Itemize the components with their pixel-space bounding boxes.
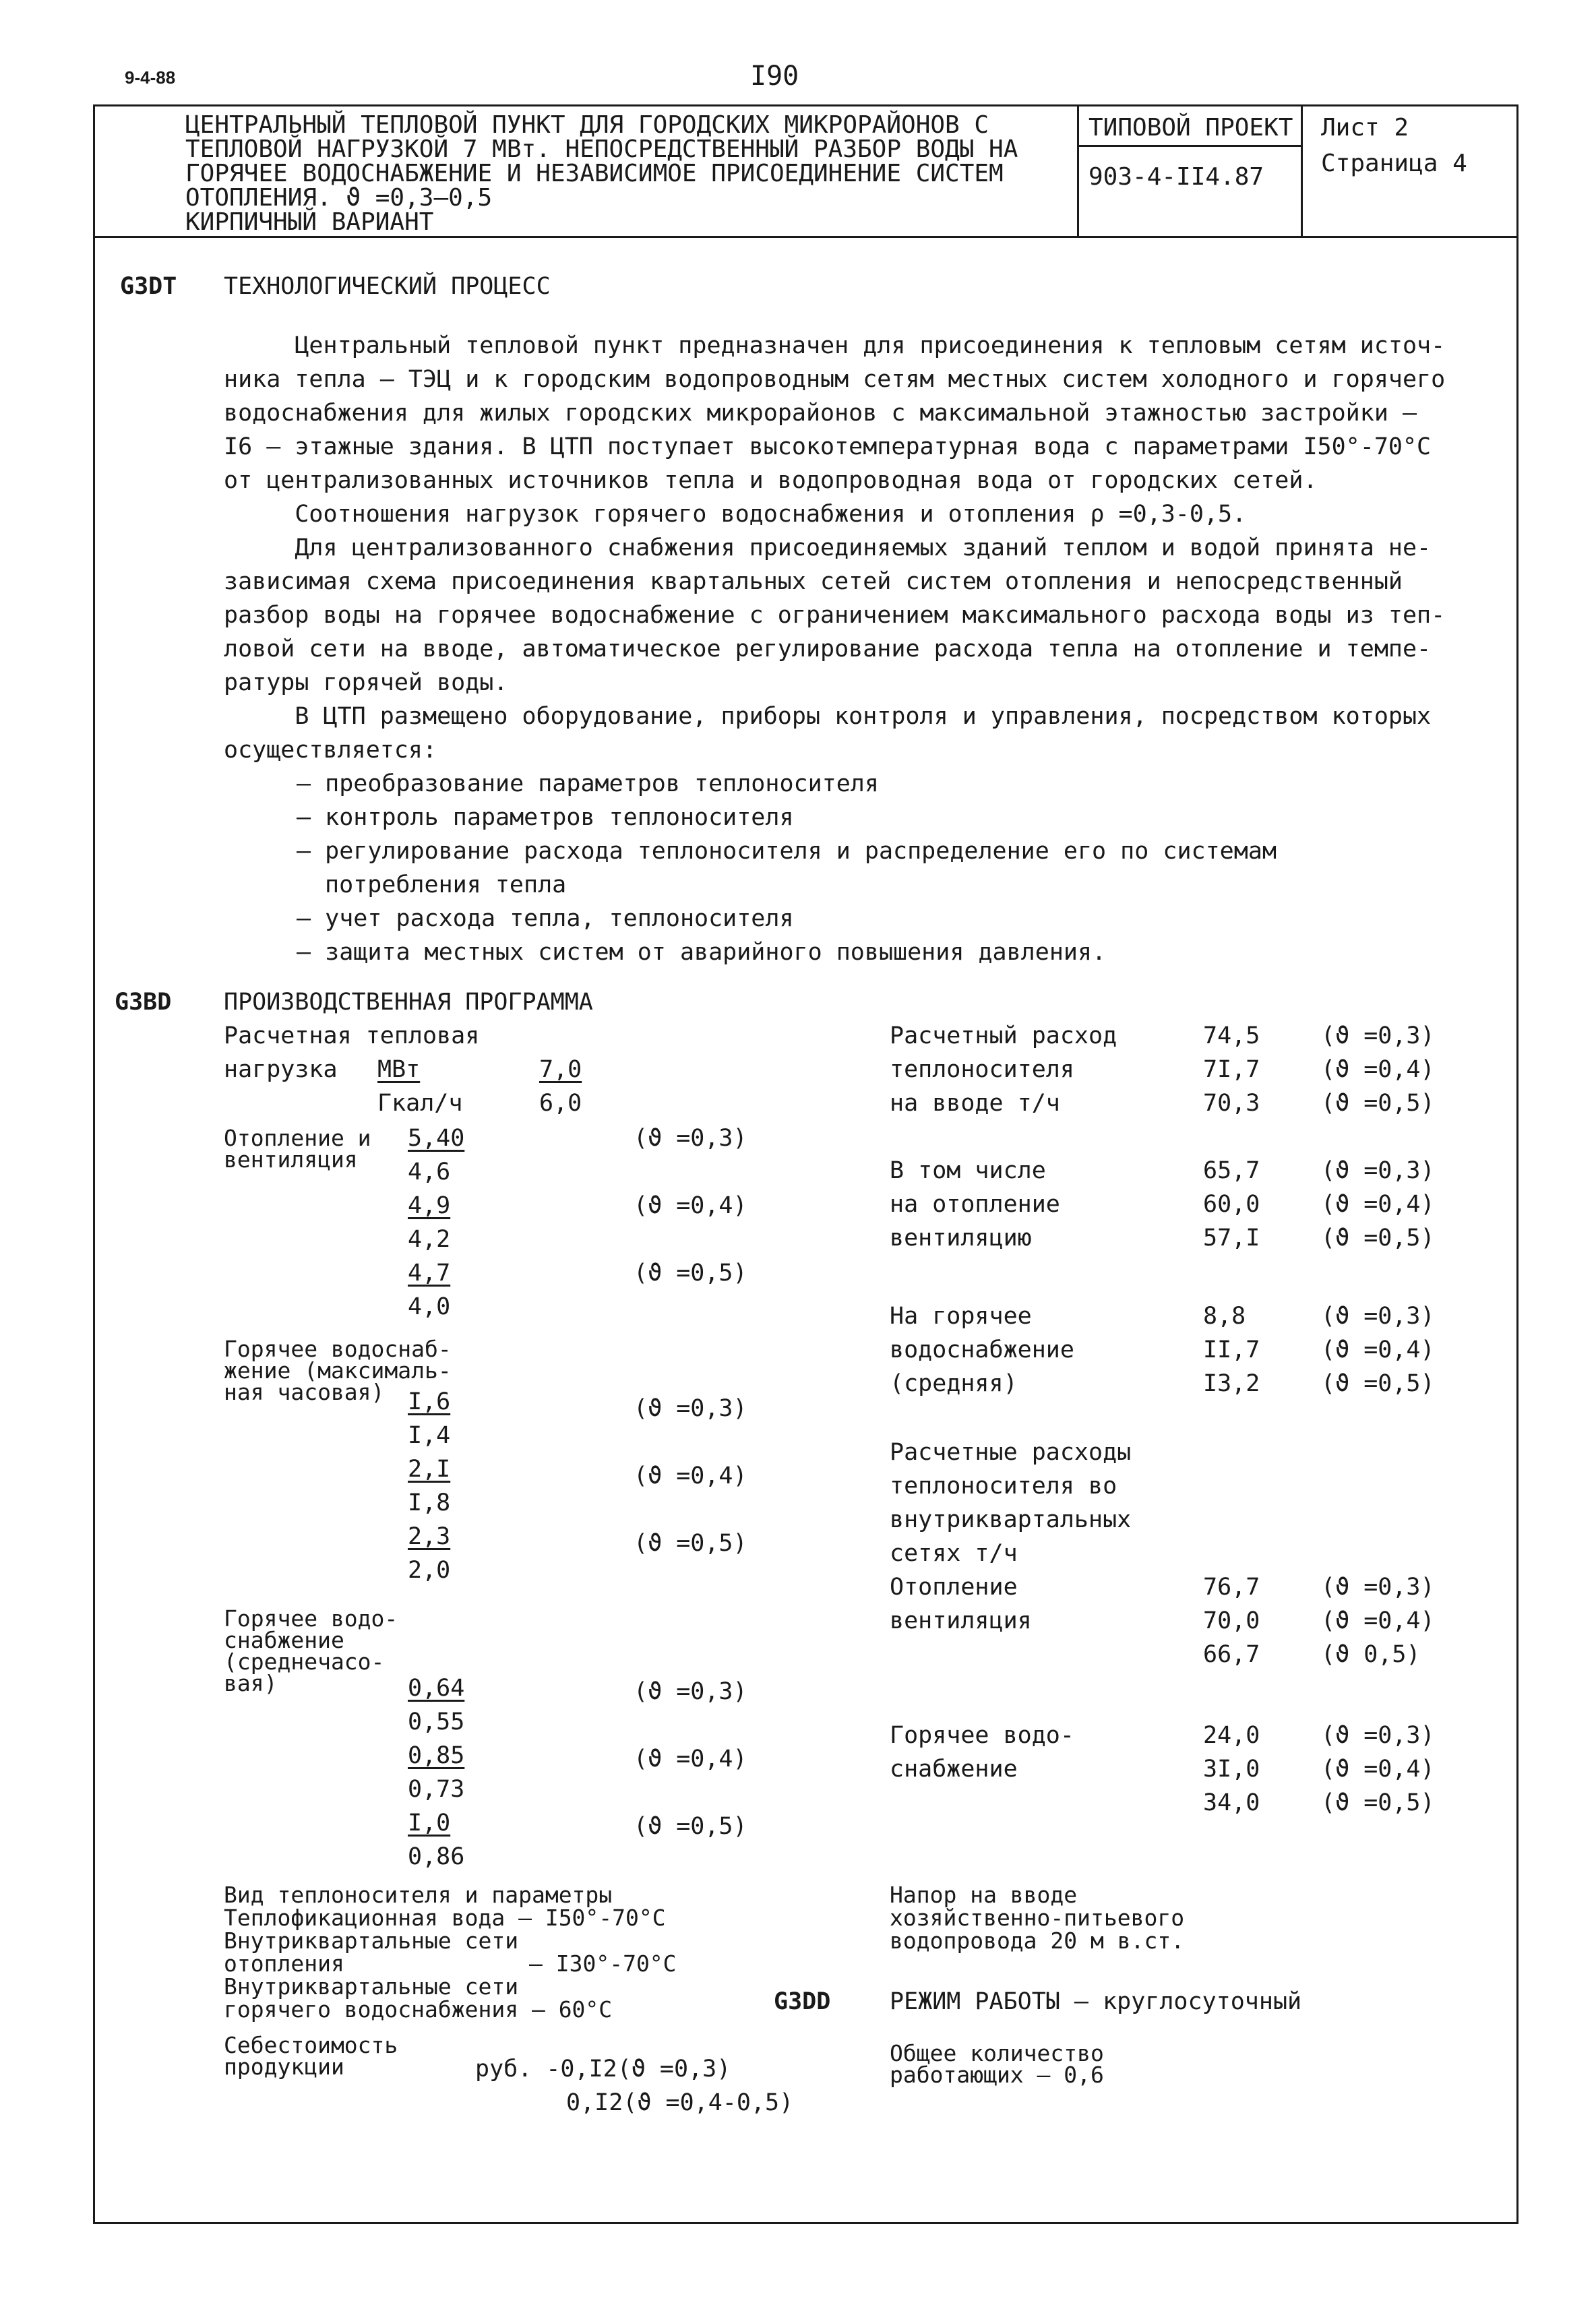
hw-max-val-top: 2,3 — [408, 1523, 451, 1550]
hw-label-1: На горячее — [890, 1303, 1032, 1330]
heating-rho: (ϑ =0,3) — [634, 1125, 747, 1152]
hw-val: 8,8 — [1203, 1303, 1246, 1330]
heating-val-bottom: 4,6 — [408, 1159, 451, 1185]
page-number: I90 — [750, 61, 799, 92]
header-title-line: ТЕПЛОВОЙ НАГРУЗКОЙ 7 МВт. НЕПОСРЕДСТВЕННЫЙ РАЗБОР ВОДЫ НА — [185, 135, 1018, 163]
hw-val: I3,2 — [1203, 1370, 1260, 1397]
hw-avg-label-1: Горячее водо- — [224, 1605, 398, 1632]
process-line: от централизованных источников тепла и водопроводная вода от городских сетей. — [224, 467, 1318, 494]
pressure-info — [890, 1884, 1184, 1952]
section-title-program: ПРОИЗВОДСТВЕННАЯ ПРОГРАММА — [224, 989, 593, 1016]
cost-label-2: продукции — [224, 2054, 344, 2080]
cost-value-2: 0,I2(ϑ =0,4-0,5) — [566, 2089, 794, 2116]
hw-max-label-1: Горячее водоснаб- — [224, 1336, 452, 1362]
bullet-item: – учет расхода тепла, теплоносителя — [297, 902, 1277, 935]
work-mode: РЕЖИМ РАБОТЫ – круглосуточный — [890, 1988, 1302, 2015]
heating-val-bottom: 4,0 — [408, 1293, 451, 1320]
carrier-line: горячего водоснабжения – 60°С — [224, 1996, 613, 2023]
hw-label-2: водоснабжение — [890, 1336, 1074, 1363]
process-bullets — [297, 767, 1277, 969]
hw2-label-2: снабжение — [890, 1756, 1018, 1783]
incl-val: 57,I — [1203, 1225, 1260, 1252]
workers-label-1: Общее количество — [890, 2040, 1104, 2066]
cost-value-1: руб. -0,I2(ϑ =0,3) — [475, 2056, 731, 2083]
process-line: Соотношения нагрузок горячего водоснабжения и отопления ρ =0,3-0,5. — [224, 501, 1247, 528]
doc-code: 9-4-88 — [125, 67, 176, 88]
hw-rho: (ϑ =0,5) — [1321, 1370, 1435, 1397]
incl-label-2: на отопление — [890, 1191, 1060, 1218]
hw-max-val-top: 2,I — [408, 1456, 451, 1483]
process-line: ловой сети на вводе, автоматическое регулирование расхода тепла на отопление и темпе- — [224, 636, 1432, 663]
intra-label-3: внутриквартальных — [890, 1506, 1132, 1533]
hw-max-rho: (ϑ =0,5) — [634, 1530, 747, 1557]
flow-rho: (ϑ =0,4) — [1321, 1056, 1435, 1083]
carrier-line: Внутриквартальные сети — [224, 1928, 519, 1954]
hw2-label-1: Горячее водо- — [890, 1722, 1074, 1749]
workers-label-2: работающих – 0,6 — [890, 2062, 1104, 2088]
process-line: водоснабжения для жилых городских микрорайонов с максимальной этажностью застройки – — [224, 400, 1417, 427]
title-block-hline — [1077, 145, 1301, 147]
heating-val-top: 4,9 — [408, 1192, 451, 1219]
hw-max-val-bottom: I,4 — [408, 1422, 451, 1449]
process-line: В ЦТП размещено оборудование, приборы контроля и управления, посредством которых — [224, 703, 1432, 730]
bullet-item-continuation: потребления тепла — [325, 871, 567, 898]
heating-val-bottom: 4,2 — [408, 1226, 451, 1253]
page-label: Страница 4 — [1321, 150, 1467, 177]
heat-rho: (ϑ =0,3) — [1321, 1574, 1435, 1601]
hw-label-3: (средняя) — [890, 1370, 1018, 1397]
hw2-rho: (ϑ =0,3) — [1321, 1722, 1435, 1749]
bullet-item: – защита местных систем от аварийного повышения давления. — [297, 935, 1277, 969]
heat-label-1: Отопление — [890, 1574, 1018, 1601]
process-line: разбор воды на горячее водоснабжение с ограничением максимального расхода воды из теп- — [224, 602, 1446, 629]
section-title-process: ТЕХНОЛОГИЧЕСКИЙ ПРОЦЕСС — [224, 273, 551, 300]
hw-max-rho: (ϑ =0,3) — [634, 1395, 747, 1422]
intra-label-4: сетях т/ч — [890, 1540, 1018, 1567]
carrier-line: отопления — [224, 1950, 344, 1977]
hw-avg-rho: (ϑ =0,4) — [634, 1746, 747, 1773]
heat-val: 70,0 — [1203, 1607, 1260, 1634]
hw-avg-val-top: I,0 — [408, 1810, 451, 1837]
flow-label-3: на вводе т/ч — [890, 1090, 1060, 1117]
hw2-rho: (ϑ =0,5) — [1321, 1789, 1435, 1816]
hw-val: II,7 — [1203, 1336, 1260, 1363]
title-block-divider — [93, 236, 1518, 238]
flow-rho: (ϑ =0,3) — [1321, 1022, 1435, 1049]
heating-label-1: Отопление и — [224, 1125, 371, 1151]
header-title-line: ЦЕНТРАЛЬНЫЙ ТЕПЛОВОЙ ПУНКТ ДЛЯ ГОРОДСКИХ МИКРОРАЙОНОВ С — [185, 111, 989, 139]
title-block-vline-2 — [1301, 104, 1303, 237]
hw-avg-val-top: 0,85 — [408, 1742, 465, 1769]
flow-val: 74,5 — [1203, 1022, 1260, 1049]
hw-avg-label-3: (среднечасо- — [224, 1648, 385, 1675]
incl-val: 65,7 — [1203, 1157, 1260, 1184]
hw2-val: 34,0 — [1203, 1789, 1260, 1816]
hw-max-label-2: жение (максималь- — [224, 1357, 452, 1384]
flow-rho: (ϑ =0,5) — [1321, 1090, 1435, 1117]
pressure-line: хозяйственно-питьевого — [890, 1905, 1185, 1931]
pressure-line: Напор на вводе — [890, 1882, 1078, 1908]
val-mw: 7,0 — [539, 1056, 582, 1083]
bullet-item: – преобразование параметров теплоносителя — [297, 767, 1277, 801]
incl-rho: (ϑ =0,4) — [1321, 1191, 1435, 1218]
heating-rho: (ϑ =0,5) — [634, 1260, 747, 1287]
heat-label-2: вентиляция — [890, 1607, 1032, 1634]
section-code-g3bd: G3BD — [115, 989, 172, 1016]
hw-avg-label-4: вая) — [224, 1670, 278, 1696]
project-number: 903-4-II4.87 — [1088, 163, 1264, 191]
header-title — [185, 113, 1018, 235]
hw-max-label-3: ная часовая) — [224, 1379, 385, 1405]
process-text — [224, 329, 1445, 767]
section-code-g3dt: G3DT — [120, 273, 177, 300]
hw-avg-val-bottom: 0,55 — [408, 1708, 465, 1735]
val-gcal: 6,0 — [539, 1090, 582, 1117]
hw-avg-rho: (ϑ =0,3) — [634, 1678, 747, 1705]
carrier-line: Внутриквартальные сети — [224, 1973, 519, 2000]
hw-avg-val-bottom: 0,73 — [408, 1776, 465, 1803]
process-line: ратуры горячей воды. — [224, 669, 508, 696]
load-label-2: нагрузка — [224, 1056, 338, 1083]
intra-label-2: теплоносителя во — [890, 1473, 1117, 1500]
heating-label-2: вентиляция — [224, 1146, 358, 1173]
incl-rho: (ϑ =0,3) — [1321, 1157, 1435, 1184]
carrier-line: Теплофикационная вода – I50°-70°С — [224, 1905, 666, 1931]
process-line: зависимая схема присоединения квартальных сетей систем отопления и непосредственный — [224, 568, 1403, 595]
incl-rho: (ϑ =0,5) — [1321, 1225, 1435, 1252]
process-line: ника тепла – ТЭЦ и к городским водопроводным сетям местных систем холодного и горячего — [224, 366, 1446, 393]
heating-rho: (ϑ =0,4) — [634, 1192, 747, 1219]
carrier-line: Вид теплоносителя и параметры — [224, 1882, 613, 1908]
heat-val: 76,7 — [1203, 1574, 1260, 1601]
header-title-line: ОТОПЛЕНИЯ. ϑ =0,3–0,5 — [185, 184, 493, 212]
hw-avg-val-top: 0,64 — [408, 1675, 465, 1702]
header-title-line: ГОРЯЧЕЕ ВОДОСНАБЖЕНИЕ И НЕЗАВИСИМОЕ ПРИСОЕДИНЕНИЕ СИСТЕМ — [185, 160, 1004, 187]
incl-label-3: вентиляцию — [890, 1225, 1032, 1252]
hw2-val: 24,0 — [1203, 1722, 1260, 1749]
incl-label-1: В том числе — [890, 1157, 1046, 1184]
load-label-1: Расчетная тепловая — [224, 1022, 480, 1049]
bullet-item: – контроль параметров теплоносителя — [297, 801, 1277, 834]
flow-val: 7I,7 — [1203, 1056, 1260, 1083]
incl-val: 60,0 — [1203, 1191, 1260, 1218]
unit-mw: МВт — [377, 1056, 421, 1083]
process-line: Для централизованного снабжения присоединяемых зданий теплом и водой принята не- — [224, 534, 1432, 561]
header-title-line: КИРПИЧНЫЙ ВАРИАНТ — [185, 208, 434, 236]
pressure-line: водопровода 20 м в.ст. — [890, 1928, 1185, 1954]
cost-label-1: Себестоимость — [224, 2032, 398, 2058]
flow-label-1: Расчетный расход — [890, 1022, 1117, 1049]
hw-avg-label-2: снабжение — [224, 1627, 344, 1653]
hw-max-val-bottom: 2,0 — [408, 1557, 451, 1584]
title-block-vline-1 — [1077, 104, 1079, 237]
heat-rho: (ϑ =0,4) — [1321, 1607, 1435, 1634]
hw-max-rho: (ϑ =0,4) — [634, 1462, 747, 1489]
project-label: ТИПОВОЙ ПРОЕКТ — [1088, 114, 1293, 142]
process-line: I6 – этажные здания. В ЦТП поступает высокотемпературная вода с параметрами I50°-70°С — [224, 433, 1432, 460]
heat-rho: (ϑ 0,5) — [1321, 1641, 1421, 1668]
unit-gcal: Гкал/ч — [377, 1090, 463, 1117]
hw-max-val-bottom: I,8 — [408, 1489, 451, 1516]
process-line: осуществляется: — [224, 737, 437, 764]
bullet-item: – регулирование расхода теплоносителя и распределение его по системам — [297, 834, 1277, 868]
hw-max-val-top: I,6 — [408, 1388, 451, 1415]
hw-avg-val-bottom: 0,86 — [408, 1843, 465, 1870]
heat-val: 66,7 — [1203, 1641, 1260, 1668]
flow-label-2: теплоносителя — [890, 1056, 1074, 1083]
hw-rho: (ϑ =0,4) — [1321, 1336, 1435, 1363]
section-code-g3dd: G3DD — [774, 1988, 831, 2015]
heating-temp: – I30°-70°С — [529, 1950, 677, 1977]
heating-val-top: 4,7 — [408, 1260, 451, 1287]
hw-rho: (ϑ =0,3) — [1321, 1303, 1435, 1330]
flow-val: 70,3 — [1203, 1090, 1260, 1117]
intra-label-1: Расчетные расходы — [890, 1439, 1132, 1466]
heating-val-top: 5,40 — [408, 1125, 465, 1152]
hw2-rho: (ϑ =0,4) — [1321, 1756, 1435, 1783]
hw2-val: 3I,0 — [1203, 1756, 1260, 1783]
sheet-label: Лист 2 — [1321, 114, 1409, 142]
process-line: Центральный тепловой пункт предназначен для присоединения к тепловым сетям источ- — [224, 332, 1446, 359]
hw-avg-rho: (ϑ =0,5) — [634, 1813, 747, 1840]
